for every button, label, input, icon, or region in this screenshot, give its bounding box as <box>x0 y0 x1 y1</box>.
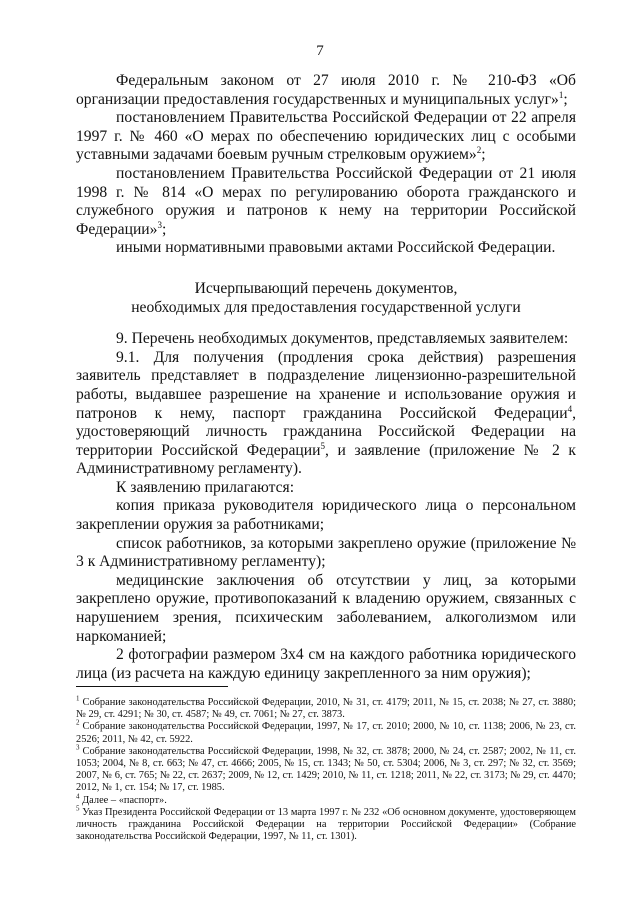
attached-item-employee-list: список работников, за которыми закреплено оружие (приложение № 3 к Административному регламенту); <box>76 534 576 571</box>
section-heading-line-1: Исчерпывающий перечень документов, <box>194 279 458 297</box>
footnote-1: $^1$ Собрание законодательства Российской Федерации, 2010, № 31, ст. 4179; 2011, № 15, ст. 2038; № 27, ст. 3880; № 29, ст. 4291; № 30, ст. 4587; № 49, ст. 7061; № 27, ст. 3873. <box>76 694 576 721</box>
footnote-ref-1: 1 <box>558 89 564 100</box>
footnote-ref-3: 3 <box>157 219 162 230</box>
paragraph-9: 9. Перечень необходимых документов, представляемых заявителем: <box>116 330 569 348</box>
footnote-divider <box>76 686 228 687</box>
paragraph-9-1: 9.1. Для получения (продления срока действия) разрешения заявитель представляет в подразделение лицензионно-разрешительной работы, выдавшее разрешение на хранение и использование оружия и патронов к нему, паспорт гражданина Российской Федерации$^4$, удостоверяющий личность гражданина Российской Федерации на территории Российской Федерации$^5$, и заявление (приложение № 2 к Административному регламенту). <box>76 348 576 478</box>
document-body <box>76 72 576 683</box>
section-heading-line-2: необходимых для предоставления государственной услуги <box>131 298 521 316</box>
legal-basis-item-3: постановлением Правительства Российской Федерации от 21 июля 1998 г. № 814 «О мерах по регулированию оборота гражданского и служебного оружия и патронов к нему на территории Российской Федерации»$^3$; <box>76 164 576 238</box>
footnote-5: $^5$ Указ Президента Российской Федерации от 13 марта 1997 г. № 232 «Об основном документе, удостоверяющем личность гражданина Российской Федерации на территории Российской Федерации» (Собрание законодательства Российской Федерации, 1997, № 11, ст. 1301). <box>76 804 576 843</box>
footnote-2: $^2$ Собрание законодательства Российской Федерации, 1997, № 17, ст. 2010; 2000, № 10, ст. 1138; 2006, № 23, ст. 2526; 2011, № 42, ст. 5922. <box>76 718 576 745</box>
attached-item-medical-reports: медицинские заключения об отсутствии у лиц, за которыми закреплено оружие, противопоказаний к владению оружием, связанных с нарушением зрения, психическим заболеванием, алкоголизмом или наркоманией; <box>76 571 576 645</box>
legal-basis-item-1: Федеральным законом от 27 июля 2010 г. № 210-ФЗ «Об организации предоставления государственных и муниципальных услуг»$^1$; <box>76 72 576 108</box>
attached-item-photos: 2 фотографии размером 3х4 см на каждого работника юридического лица (из расчета на каждую единицу закрепленного за ним оружия); <box>76 646 576 682</box>
section-heading <box>76 280 576 317</box>
footnote-ref-5: 5 <box>320 440 325 451</box>
footnote-4: $^4$ Далее – «паспорт». <box>76 792 167 806</box>
footnotes <box>76 694 576 843</box>
attached-item-order-copy: копия приказа руководителя юридического лица о персональном закреплении оружия за работниками; <box>76 497 576 534</box>
legal-basis-item-4: иными нормативными правовыми актами Российской Федерации. <box>116 239 556 257</box>
footnote-ref-4: 4 <box>567 403 573 414</box>
legal-basis-item-2: постановлением Правительства Российской Федерации от 22 апреля 1997 г. № 460 «О мерах по обеспечению юридических лиц с особыми уставными задачами боевым ручным стрелковым оружием»$^2$; <box>76 109 576 164</box>
page-number: 7 <box>316 43 324 59</box>
footnote-ref-2: 2 <box>476 145 482 156</box>
footnote-3: $^3$ Собрание законодательства Российской Федерации, 1998, № 32, ст. 3878; 2000, № 24, ст. 2587; 2002, № 11, ст. 1053; 2004, № 8, ст. 663; № 47, ст. 4666; 2005, № 15, ст. 1343; № 50, ст. 5304; 2006, № 3, ст. 297; № 32, ст. 3569; 2007, № 6, ст. 765; № 22, ст. 2637; 2009, № 12, ст. 1429; 2010, № 11, ст. 1218; 2011, № 22, ст. 3173; № 29, ст. 4470; 2012, № 1, ст. 154; № 17, ст. 1985. <box>76 743 576 794</box>
attached-intro: К заявлению прилагаются: <box>116 478 295 496</box>
